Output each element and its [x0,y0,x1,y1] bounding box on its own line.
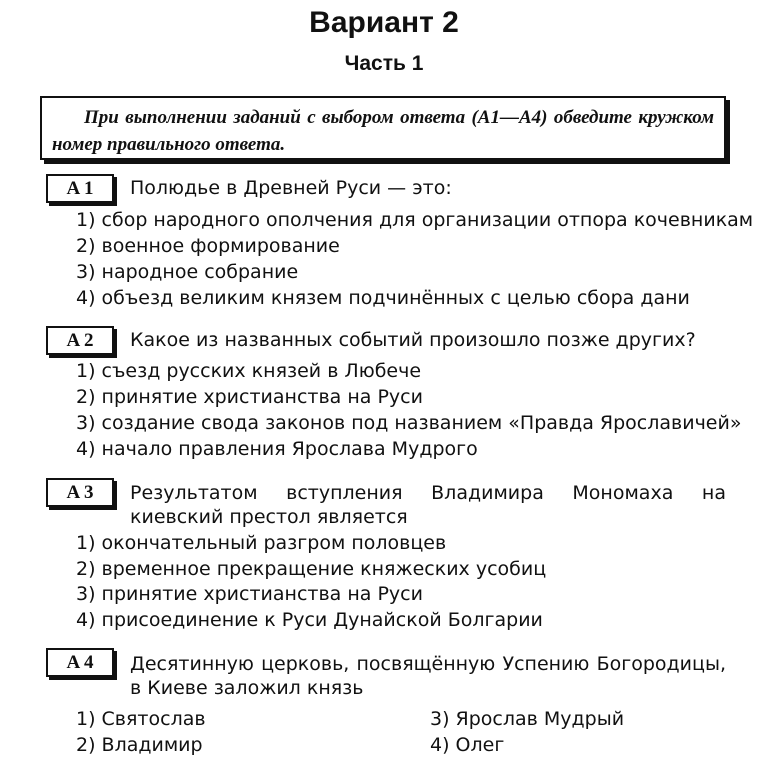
variant-title: Вариант 2 [309,6,459,39]
answer-option: 4) начало правления Ярослава Мудрого [76,438,478,460]
answer-option: 1) съезд русских князей в Любече [76,360,422,382]
answer-option: 3) принятие христианства на Руси [76,583,423,605]
answer-option: 4) Олег [430,734,505,756]
question-label: A 4 [46,648,114,677]
answer-option: 3) создание свода законов под названием «Правда Ярославичей» [76,412,742,434]
answer-option: 1) Святослав [76,708,206,730]
instruction-box: При выполнении заданий с выбором ответа (A1—A4) обведите кружком номер правильного ответа. [40,96,726,160]
question-text: Полюдье в Древней Руси — это: [130,177,452,199]
question-label: A 1 [46,174,114,203]
part-subtitle: Часть 1 [344,52,424,75]
answer-option: 2) принятие христианства на Руси [76,386,423,408]
answer-option: 4) объезд великим князем подчинённых с целью сбора дани [76,287,690,309]
answer-option: 2) военное формирование [76,235,340,257]
answer-option: 2) временное прекращение княжеских усобиц [76,558,547,580]
question-label: A 2 [46,326,114,355]
question-text: Результатом вступления Владимира Мономаха на киевский престол является [130,482,726,528]
answer-option: 4) присоединение к Руси Дунайской Болгарии [76,609,543,631]
answer-option: 3) Ярослав Мудрый [430,708,625,730]
question-text: Какое из названных событий произошло позже других? [130,329,696,351]
answer-option: 3) народное собрание [76,261,299,283]
answer-option: 2) Владимир [76,734,203,756]
answer-option: 1) сбор народного ополчения для организации отпора кочевникам [76,209,754,231]
question-label: A 3 [46,478,114,507]
answer-option: 1) окончательный разгром половцев [76,532,447,554]
question-text: Десятинную церковь, посвящённую Успению Богородицы, в Киеве заложил князь [130,653,726,699]
